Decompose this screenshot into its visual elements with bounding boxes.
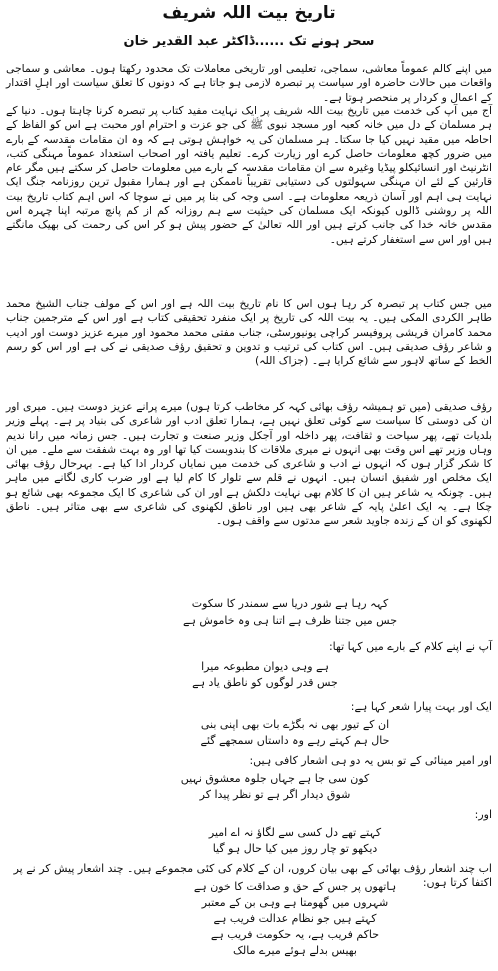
verse-line: حاکم فریب ہے، یہ حکومت فریب ہے xyxy=(210,928,380,941)
verse-line: ان کے تیور بھی نہ بگڑے بات بھی اپنی بنی xyxy=(200,718,390,731)
paragraph-2: آج میں آپ کی خدمت میں تاریخ بیت اللہ شریف پر ایک نہایت مفید کتاب پر تبصرہ کرنا چاہتا ہوں۔ دنیا کے ہر مسلمان کے دل میں خانہ کعبہ اور مسجد نبوی ﷺ کی جو عزت و احترام اور محبت ہے اس کو الفاظ کے احاطہ میں مقید نہیں کیا جا سکتا۔ ہر مسلمان کی یہ خواہش ہوتی ہے کہ وہ ان مقامات مقدسہ کے بارے میں ضرور کچھ معلومات حاصل کرے اور زیارت کرے۔ تعلیم یافتہ اور اصحاب استعداد عموماً مہنگی کتب، انٹرنیٹ اور انسائیکلو پیڈیا وغیرہ سے ان مقامات مقدسہ کے بارے میں معلومات حاصل کر سکتے ہیں مگر عام قارئین کے لئے ان مہنگی سہولتوں کی دستیابی تقریباً ناممکن ہے اور ہمارا مقبول ترین روزنامہ جنگ ایک نہایت ہی اہم اور آسان ذریعہ معلومات ہے۔ اسی وجہ کی بنا پر میں نے سوچا کہ اس اہم کتاب تاریخ بیت اللہ پر روشنی ڈالوں کیونکہ ایک مسلمان کی حیثیت سے ہم روزانہ کم از کم پانچ مرتبہ اپنا چہرہ اس مقدس خانہ خدا کی جانب کرتے ہیں اور اللہ تعالیٰ کے حضور پیش ہو کر اس کی رحمت کی بھیک مانگتے ہیں اور اس سے استغفار کرتے ہیں۔ xyxy=(6,104,492,246)
verse-intro-1: آپ نے اپنے کلام کے بارے میں کہا تھا: xyxy=(328,640,492,653)
verse-intro-2: ایک اور بہت پیارا شعر کہا ہے: xyxy=(350,700,492,713)
verse-line: جس میں جتنا ظرف ہے اتنا ہی وہ خاموش ہے xyxy=(183,614,397,627)
verse-line: کہتے ہیں جو نظام عدالت فریب ہے xyxy=(213,912,377,925)
verse-intro-3: اور امیر مینائی کے تو بس یہ دو ہی اشعار کافی ہیں: xyxy=(249,754,492,767)
paragraph-3: میں جس کتاب پر تبصرہ کر رہا ہوں اس کا نام تاریخ بیت اللہ ہے اور اس کے مولف جناب الشیخ محمد طاہر الکردی المکی ہیں۔ یہ بیت اللہ کی تاریخ پر ایک منفرد تحقیقی کتاب ہے اور اس کے مترجمین جناب محمد کامران قریشی پروفیسر کراچی یونیورسٹی، جناب مفتی محمد محمود اور میرے عزیز دوست اور ادیب و شاعر رؤف صدیقی ہیں۔ اس کتاب کی ترتیب و تدوین و تحقیق رؤف صدیقی نے کی ہے اور اس کو رسم الخط کے ساتھ لاہور سے شائع کرایا ہے۔ (جزاک اللہ) xyxy=(6,297,492,368)
verse-line: کہہ رہا ہے شور دریا سے سمندر کا سکوت xyxy=(191,597,389,610)
verse-line: ہاتھوں پر جس کے حق و صداقت کا خون ہے xyxy=(193,880,397,893)
verse-line: کون سی جا ہے جہاں جلوہ معشوق نہیں xyxy=(180,772,370,785)
article-title: تاریخ بیت اللہ شریف xyxy=(162,3,336,23)
verse-line: دیکھو تو چار روز میں کیا حال ہو گیا xyxy=(212,842,378,855)
verse-intro-4: اور: xyxy=(474,808,492,821)
verse-line: کہتے تھے دل کسی سے لگاؤ نہ اے امیر xyxy=(208,826,382,839)
verse-line: بھیس بدلے ہوئے میرے مالک xyxy=(233,944,357,957)
verse-line: جس قدر لوگوں کو ناطق یاد ہے xyxy=(192,676,338,689)
verse-line: شوق دیدار اگر ہے تو نظر پیدا کر xyxy=(199,788,351,801)
verse-intro-5: اب چند اشعار رؤف بھائی کے بھی بیان کروں، ان کے کلام کی کئی مجموعے ہیں۔ چند اشعار پیش کر نے پر اکتفا کرتا ہوں: xyxy=(13,862,492,889)
verse-line: شہروں میں گھومتا ہے وہی بن کے معتبر xyxy=(201,896,389,909)
verse-line: ہے وہی دیوان مطبوعہ میرا xyxy=(201,660,329,673)
verse-line: حال ہم کہتے رہے وہ داستاں سمجھے گئے xyxy=(200,734,390,747)
paragraph-1: میں اپنے کالم عموماً معاشی، سماجی، تعلیمی اور تاریخی معاملات تک محدود رکھتا ہوں۔ معاشی و سماجی واقعات میں حالات حاضرہ اور سیاست پر تبصرہ لازمی ہو جاتا ہے کہ دونوں کا تعلق سیاست اور اہلِ اقتدار کے اعمال و کردار پر منحصر ہوتا ہے۔ xyxy=(6,62,492,104)
paragraph-4: رؤف صدیقی (میں تو ہمیشہ رؤف بھائی کہہ کر مخاطب کرتا ہوں) میرے پرانے عزیز دوست ہیں۔ میری اور ان کی دوستی کا سیاست سے کوئی تعلق نہیں ہے، ہمارا تعلق ادب اور شاعری کی بنیاد پر ہے۔ پہلے وزیر بلدیات تھے، پھر سیاحت و ثقافت، پھر داخلہ اور آجکل وزیر صنعت و تجارت ہیں۔ جس زمانہ میں رانا ندیم وہاں وزیر تھے اس وقت بھی انہوں نے میری ملاقات کا بندوبست کیا تھا اور وہ بہت شفقت سے ملے۔ میں ان کا شکر گزار ہوں کہ انہوں نے ادب و شاعری کی خدمت میں نمایاں کردار ادا کیا ہے۔ بہرحال رؤف بھائی ایک مخلص اور شفیق انسان ہیں۔ انہوں نے قلم سے تلوار کا کام لیا ہے اور ضرب کاری لگانے میں ماہر ہیں۔ چونکہ یہ شاعر ہیں ان کا کلام بھی نہایت دلکش ہے اور ان کی شاعری کا ایک مجموعہ بھی شائع ہو چکا ہے۔ یہ ایک اعلیٰ پایہ کے شاعر بھی ہیں اور ناطق لکھنوی کی شاعری سے بھی متاثر ہیں۔ ناطق لکھنوی کو ان کے زندہ جاوید شعر سے مدتوں سے واقف ہوں۔ xyxy=(6,400,492,528)
article-byline: سحر ہونے تک ......ڈاکٹر عبد القدیر خان xyxy=(123,34,375,49)
